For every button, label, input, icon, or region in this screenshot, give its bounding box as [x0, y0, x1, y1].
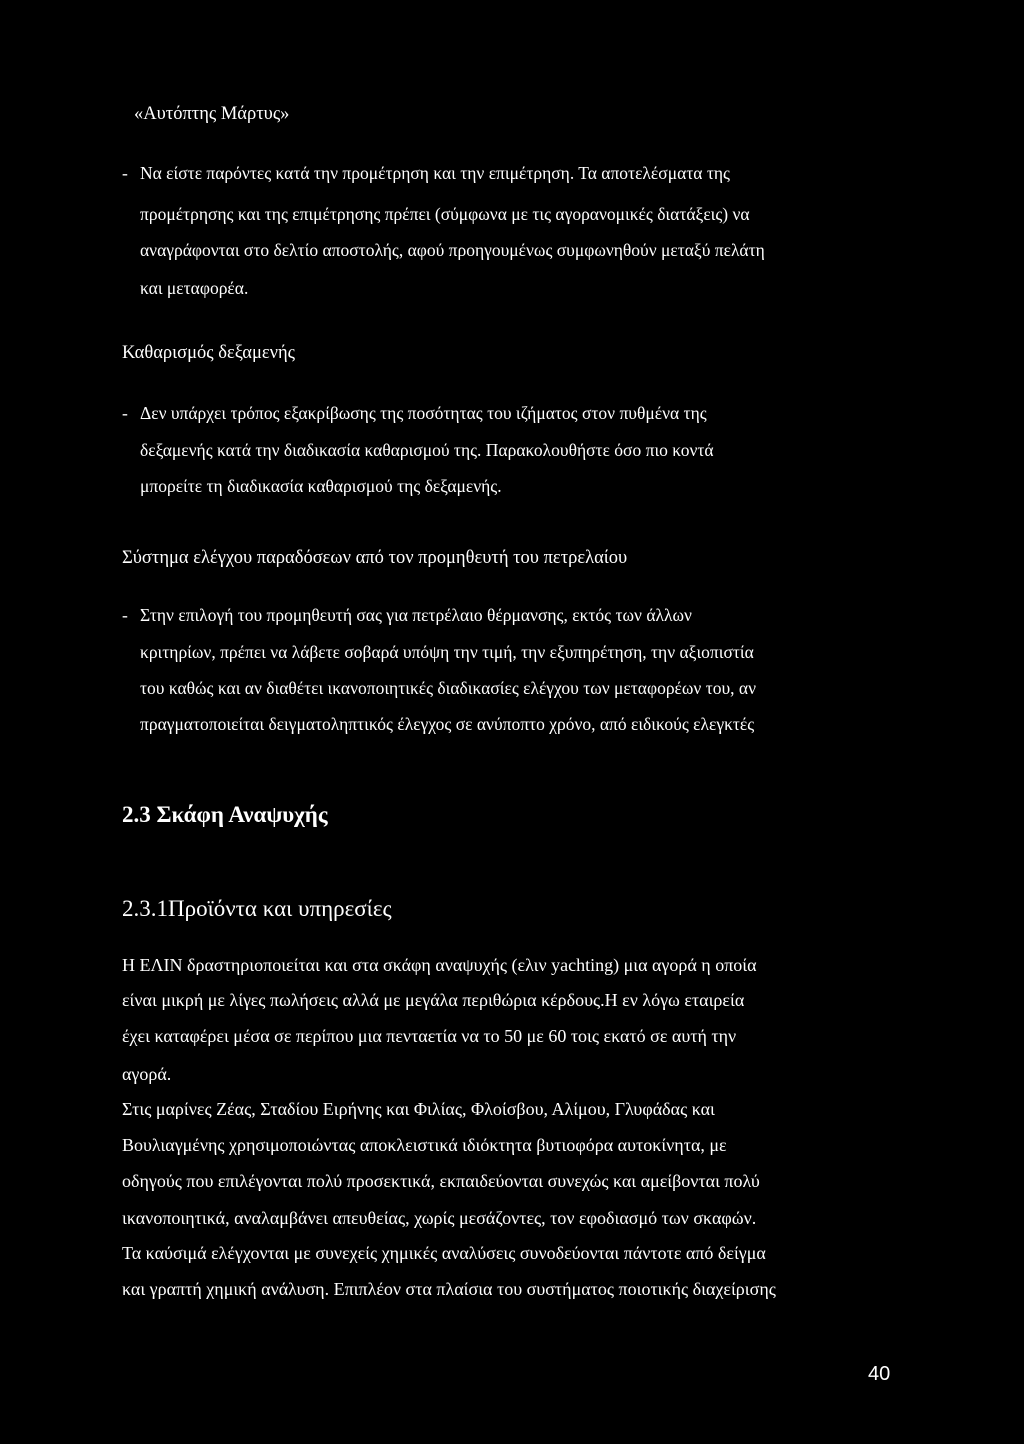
witness-bullet-line: προμέτρησης και της επιμέτρησης πρέπει (σύμφωνα με τις αγορανομικές διατάξεις) να [140, 204, 750, 224]
body-line: Στις μαρίνες Ζέας, Σταδίου Ειρήνης και Φιλίας, Φλοίσβου, Αλίμου, Γλυφάδας και [122, 1099, 715, 1119]
delivery-bullet-line: Στην επιλογή του προμηθευτή σας για πετρέλαιο θέρμανσης, εκτός των άλλων [140, 605, 692, 625]
body-line: Η ΕΛΙΝ δραστηριοποιείται και στα σκάφη αναψυχής (ελιν yachting) μια αγορά η οποία [122, 955, 757, 975]
witness-bullet-dash: - [122, 163, 128, 183]
body-line: έχει καταφέρει μέσα σε περίπου μια πενταετία να το 50 με 60 τοις εκατό σε αυτή την [122, 1026, 737, 1046]
delivery-bullet-line: του καθώς και αν διαθέτει ικανοποιητικές διαδικασίες ελέγχου των μεταφορέων του, αν [140, 678, 756, 698]
body-line: είναι μικρή με λίγες πωλήσεις αλλά με μεγάλα περιθώρια κέρδους.Η εν λόγω εταιρεία [122, 990, 745, 1010]
tank-bullet-line: Δεν υπάρχει τρόπος εξακρίβωσης της ποσότητας του ιζήματος στον πυθμένα της [140, 403, 707, 423]
section-heading-2-3-1: 2.3.1Προϊόντα και υπηρεσίες [122, 896, 392, 921]
witness-bullet-line: αναγράφονται στο δελτίο αποστολής, αφού προηγουμένως συμφωνηθούν μεταξύ πελάτη [140, 240, 765, 260]
delivery-bullet-line: κριτηρίων, πρέπει να λάβετε σοβαρά υπόψη την τιμή, την εξυπηρέτηση, την αξιοπιστία [140, 642, 754, 662]
delivery-control-heading: Σύστημα ελέγχου παραδόσεων από τον προμηθευτή του πετρελαίου [122, 548, 628, 568]
section-heading-2-3: 2.3 Σκάφη Αναψυχής [122, 802, 328, 827]
tank-bullet-line: μπορείτε τη διαδικασία καθαρισμού της δεξαμενής. [140, 476, 502, 496]
body-line: Τα καύσιμά ελέγχονται με συνεχείς χημικές αναλύσεις συνοδεύονται πάντοτε από δείγμα [122, 1243, 766, 1263]
delivery-bullet-dash: - [122, 605, 128, 625]
witness-bullet-line: και μεταφορέα. [140, 278, 249, 298]
body-line: αγορά. [122, 1064, 172, 1084]
tank-bullet-dash: - [122, 403, 128, 423]
body-line: ικανοποιητικά, αναλαμβάνει απευθείας, χωρίς μεσάζοντες, τον εφοδιασμό των σκαφών. [122, 1208, 757, 1228]
body-line: Βουλιαγμένης χρησιμοποιώντας αποκλειστικά ιδιόκτητα βυτιοφόρα αυτοκίνητα, με [122, 1135, 727, 1155]
tank-cleaning-heading: Καθαρισμός δεξαμενής [122, 343, 296, 363]
witness-title: «Αυτόπτης Μάρτυς» [134, 104, 290, 124]
tank-bullet-line: δεξαμενής κατά την διαδικασία καθαρισμού της. Παρακολουθήστε όσο πιο κοντά [140, 440, 714, 460]
witness-bullet-line: Να είστε παρόντες κατά την προμέτρηση και την επιμέτρηση. Τα αποτελέσματα της [140, 163, 730, 183]
body-line: οδηγούς που επιλέγονται πολύ προσεκτικά, εκπαιδεύονται συνεχώς και αμείβονται πολύ [122, 1171, 760, 1191]
body-line: και γραπτή χημική ανάλυση. Επιπλέον στα πλαίσια του συστήματος ποιοτικής διαχείρισης [122, 1279, 776, 1299]
page-number: 40 [868, 1363, 891, 1385]
delivery-bullet-line: πραγματοποιείται δειγματοληπτικός έλεγχος σε ανύποπτο χρόνο, από ειδικούς ελεγκτές [140, 714, 755, 734]
